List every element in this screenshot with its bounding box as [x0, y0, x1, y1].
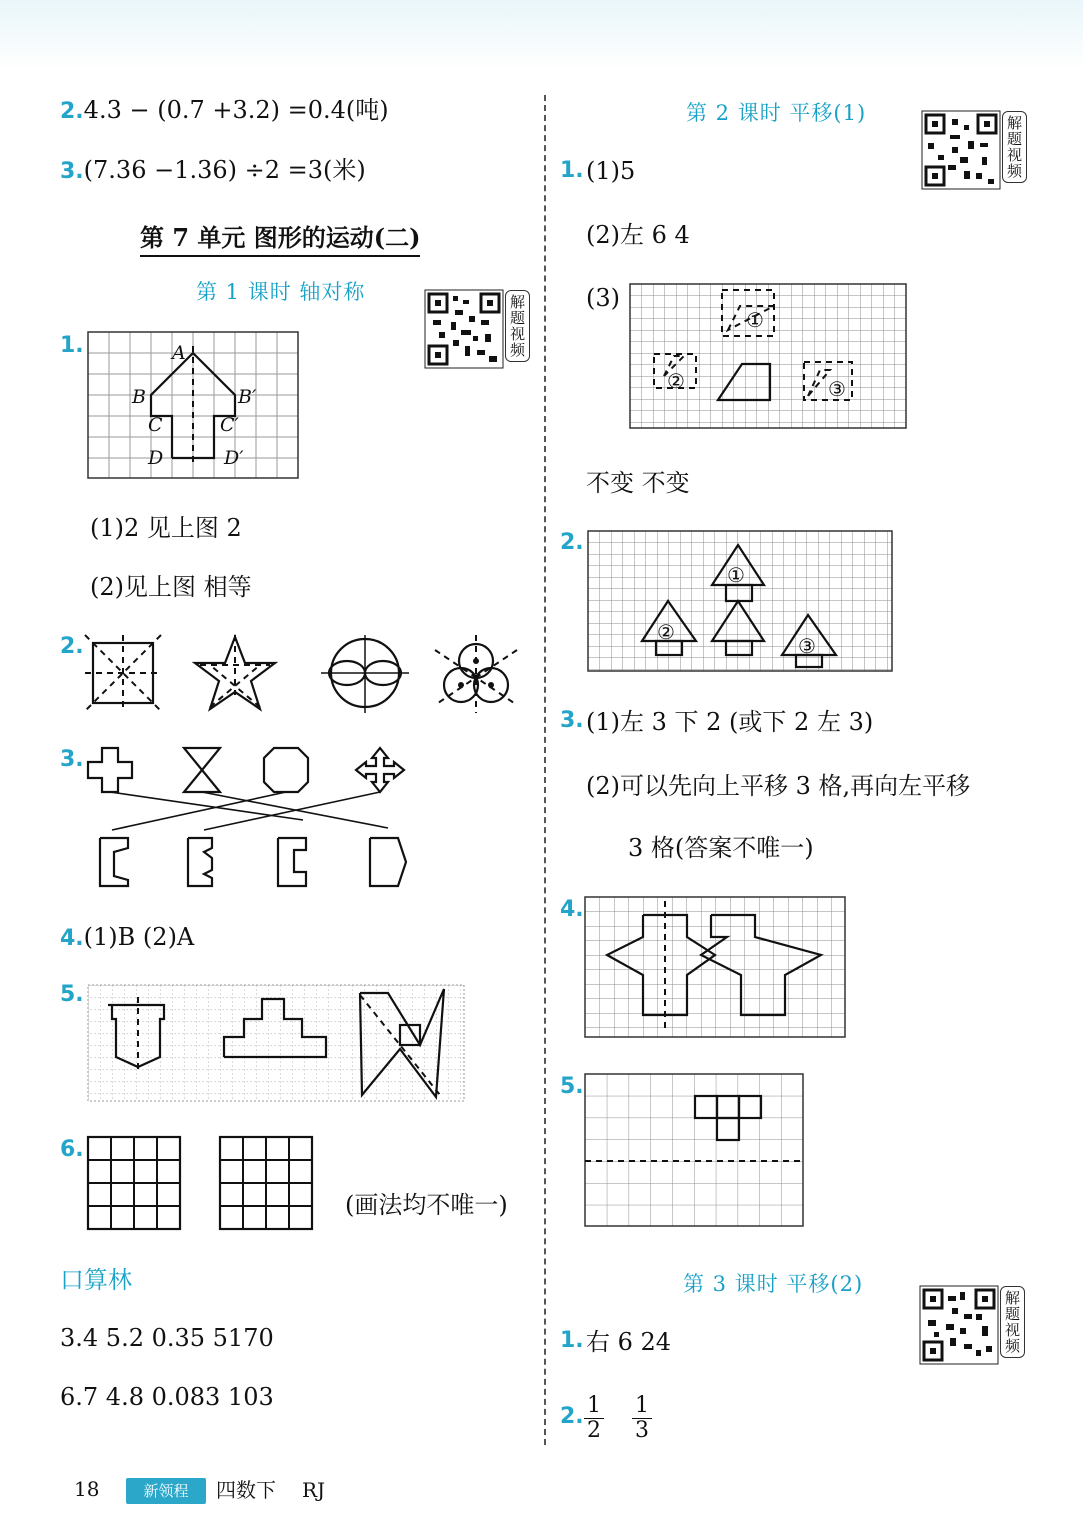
lesson-2-title: 第 2 课时 平移(1) [686, 101, 867, 125]
question-number: 2. [560, 1404, 584, 1429]
oral-row-1: 3.4 5.2 0.35 5170 [60, 1324, 274, 1352]
label-d: D [148, 447, 164, 469]
question-number: 2. [60, 99, 84, 124]
r-q3-2: (2)可以先向上平移 3 格,再向左平移 [586, 772, 971, 800]
edition-label: RJ [302, 1478, 326, 1502]
r-q3-1: (1)左 3 下 2 (或下 2 左 3) [586, 708, 874, 736]
question-number: 5. [560, 1074, 584, 1099]
question-number: 1. [60, 333, 84, 358]
question-number: 3. [560, 708, 584, 733]
left-q2 [60, 95, 389, 127]
qr-caption: 解题视频 [1000, 1286, 1025, 1358]
house-label-2: ② [657, 620, 675, 644]
q1-answer-2: (2)见上图 相等 [90, 573, 252, 601]
publisher-logo: 新领程 [126, 1478, 206, 1504]
label-a: A [172, 342, 186, 364]
qr-caption: 解题视频 [1002, 111, 1027, 183]
circle-label-2: ② [667, 369, 685, 393]
r-q1-1: (1)5 [586, 157, 636, 185]
label-c-prime: C′ [220, 414, 239, 436]
top-band [0, 0, 1083, 70]
oral-row-2: 6.7 4.8 0.083 103 [60, 1383, 274, 1411]
qr-icon [922, 111, 1000, 189]
q6-grid-1 [88, 1137, 184, 1231]
question-number: 4. [60, 926, 84, 951]
question-number: 2. [560, 530, 584, 555]
r-q1-2: (2)左 6 4 [586, 221, 690, 249]
label-b-prime: B′ [238, 386, 257, 408]
book-name: 四数下 [216, 1478, 276, 1502]
question-number: 3. [60, 159, 84, 184]
fraction-denominator: 3 [632, 1418, 652, 1443]
fraction-1 [584, 1394, 604, 1443]
lesson-1-title: 第 1 课时 轴对称 [196, 280, 366, 304]
r-q4-grid [585, 897, 847, 1039]
fraction-2 [632, 1394, 652, 1443]
page-number: 18 [74, 1477, 100, 1501]
r-q5-grid [585, 1074, 805, 1228]
lesson-3-title: 第 3 课时 平移(2) [683, 1272, 864, 1296]
circle-label-1: ① [746, 308, 764, 332]
r-q1-translation-grid [630, 284, 908, 430]
label-b: B [132, 386, 146, 408]
r-q1-3: (3) [586, 284, 620, 312]
q1-answer-1: (1)2 见上图 2 [90, 514, 242, 542]
q6-grid-2 [220, 1137, 316, 1231]
question-number: 2. [60, 634, 84, 659]
question-number: 1. [560, 158, 584, 183]
fraction-numerator: 1 [587, 1393, 601, 1418]
r-q3-3: 3 格(答案不唯一) [628, 834, 814, 862]
house-label-1: ① [727, 563, 745, 587]
qr-icon [425, 290, 503, 368]
qr-caption: 解题视频 [505, 290, 530, 362]
answer-text: (1)B (2)A [83, 923, 195, 951]
qr-icon [920, 1286, 998, 1364]
q1-symmetry-figure [88, 332, 300, 480]
question-number: 6. [60, 1137, 84, 1162]
q3-matching-figure [88, 748, 428, 888]
question-number: 3. [60, 747, 84, 772]
question-number: 1. [560, 1328, 584, 1353]
qr-code-left [425, 290, 525, 370]
circle-label-3: ③ [828, 377, 846, 401]
column-divider [544, 95, 546, 1445]
left-q4 [60, 922, 194, 954]
l3-q1-answer: 右 6 24 [586, 1328, 672, 1356]
q2-axis-figures [85, 635, 545, 715]
qr-code-right-2 [920, 1286, 1020, 1366]
answer-text: (7.36 −1.36) ÷2 =3(米) [83, 156, 366, 184]
r-q1-answer: 不变 不变 [586, 469, 690, 497]
house-label-3: ③ [798, 634, 816, 658]
label-c: C [148, 414, 163, 436]
left-q3 [60, 155, 366, 187]
question-number: 4. [560, 897, 584, 922]
oral-section-title: 口算林 [60, 1266, 132, 1294]
fraction-numerator: 1 [635, 1393, 649, 1418]
question-number: 5. [60, 982, 84, 1007]
unit-title: 第 7 单元 图形的运动(二) [140, 218, 420, 257]
r-q2-houses-grid [588, 531, 894, 673]
answer-text: 4.3 − (0.7 +3.2) =0.4(吨) [83, 96, 389, 124]
qr-code-right-1 [922, 111, 1022, 191]
fraction-denominator: 2 [584, 1418, 604, 1443]
q6-note: (画法均不唯一) [345, 1191, 508, 1219]
label-d-prime: D′ [224, 447, 244, 469]
q5-symmetry-figures [88, 985, 464, 1103]
